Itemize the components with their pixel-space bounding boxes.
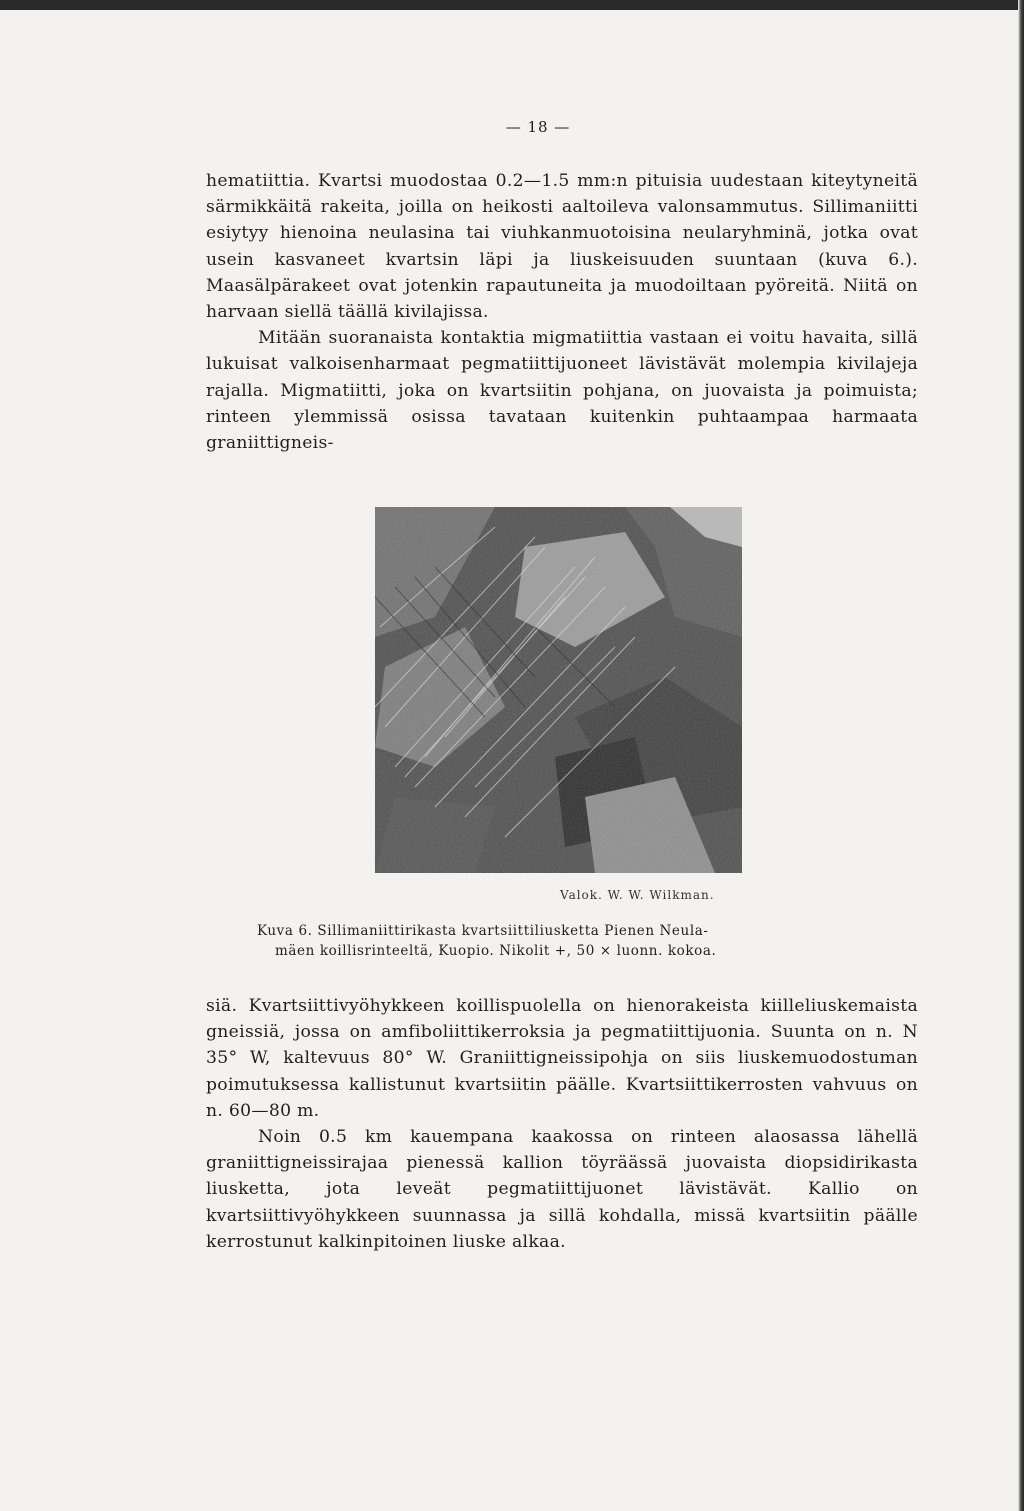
paragraph-noin: Noin 0.5 km kauempana kaakossa on rinteen alaosassa lähellä graniittigneissirajaa pienessä kallion töyräässä juovaista diopsidirikasta liusketta, jota leveät pegmatiittijuonet lävistävät. Kallio on kvartsiittivyöhykkeen suunnassa ja sillä kohdalla, missä kvartsiitin päälle kerrostunut kalkinpitoinen liuske alkaa. xyxy=(206,1127,918,1252)
caption-line-2: mäen koillisrinteeltä, Kuopio. Nikolit +, 50 × luonn. kokoa. xyxy=(275,943,717,959)
photo-credit: Valok. W. W. Wilkman. xyxy=(560,888,715,902)
page-top-edge xyxy=(0,0,1024,14)
figure-caption xyxy=(257,921,857,961)
paragraph-hematiittia: hematiittia. Kvartsi muodostaa 0.2—1.5 mm:n pituisia uudestaan kiteytyneitä särmikkäitä rakeita, joilla on heikosti aaltoileva valonsammutus. Sillimaniitti esiytyy hienoina neulasina tai viuhkanmuotoisina neularyhminä, jotka ovat usein kasvaneet kvartsin läpi ja liuskeisuuden suuntaan (kuva 6.). Maasälpärakeet ovat jotenkin rapautuneita ja muodoiltaan pyöreitä. Niitä on harvaan siellä täällä kivilajissa. xyxy=(206,171,918,323)
paragraph-kvartsiittivyohyke: siä. Kvartsiittivyöhykkeen koillispuolella on hienorakeista kiilleliuskemaista gneissiä, jossa on amfiboliittikerroksia ja pegmatiittijuonia. Suunta on n. N 35° W, kaltevuus 80° W. Graniittigneissipohja on siis liuskemuodostuman poimutuksessa kallistunut kvartsiitin päälle. Kvartsiittikerrosten vahvuus on n. 60—80 m. xyxy=(206,996,918,1121)
page-number: — 18 — xyxy=(505,118,571,136)
paragraph-kontakti: Mitään suoranaista kontaktia migmatiittia vastaan ei voitu havaita, sillä lukuisat valkoisenharmaat pegmatiittijuoneet lävistävät molempia kivilajeja rajalla. Migmatiitti, joka on kvartsiitin pohjana, on juovaista ja poimuista; rinteen ylemmissä osissa tavataan kuitenkin puhtaampaa harmaata graniittigneis- xyxy=(206,328,918,454)
caption-line-1: Kuva 6. Sillimaniittirikasta kvartsiittiliusketta Pienen Neula- xyxy=(257,923,709,939)
bottom-text-block xyxy=(206,993,918,1255)
top-text-block xyxy=(206,168,918,456)
figure-photograph xyxy=(375,507,742,873)
page-right-edge xyxy=(1018,0,1024,1511)
thin-section-image xyxy=(375,507,742,873)
